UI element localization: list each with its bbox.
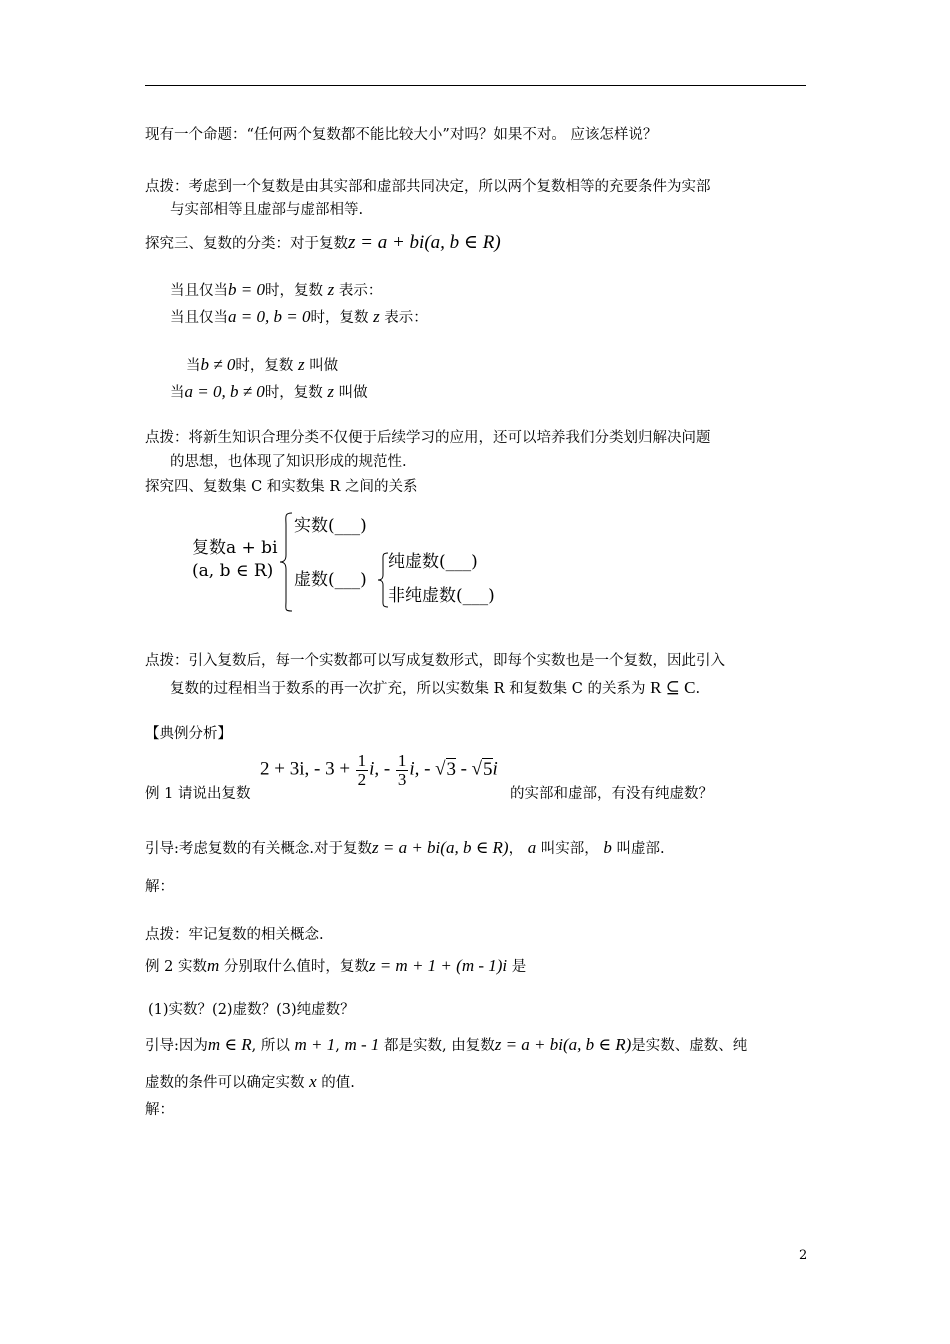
text: 时，复数 xyxy=(235,358,294,374)
tip-4: 点拨：牢记复数的相关概念. xyxy=(145,927,324,943)
math: 2 + 3i, - 3 + xyxy=(260,758,351,780)
math: i, - xyxy=(409,758,431,780)
text: ， xyxy=(508,841,524,857)
text: 当且仅当 xyxy=(170,310,228,326)
tree-non-pure-imaginary: 非纯虚数(___) xyxy=(388,586,495,606)
text: 时，复数 xyxy=(264,385,323,401)
text: 当 xyxy=(186,358,201,374)
math: m - 1 xyxy=(344,1035,380,1054)
math: m + 1 xyxy=(294,1035,336,1054)
math: z xyxy=(327,280,335,299)
math: z = m + 1 + (m - 1)i xyxy=(368,956,508,975)
section-3-prefix: 探究三、复数的分类：对于复数 xyxy=(145,236,348,252)
math: - xyxy=(460,758,467,780)
text: 分别取什么值时，复数 xyxy=(223,959,369,975)
math: a = 0, b ≠ 0 xyxy=(184,382,265,401)
text: 表示： xyxy=(384,310,428,326)
example-2 xyxy=(145,956,526,977)
text: 叫做 xyxy=(309,358,339,374)
text: 叫虚部. xyxy=(616,841,665,857)
section-3-title xyxy=(145,233,501,254)
text: 叫做 xyxy=(338,385,368,401)
classification-line-4 xyxy=(170,382,368,403)
text: , xyxy=(335,1038,340,1054)
text: 是实数、虚数、纯 xyxy=(631,1038,748,1054)
header-rule xyxy=(145,85,806,86)
text: 引导:考虑复数的有关概念.对于复数 xyxy=(145,841,372,857)
math: z xyxy=(373,307,380,326)
tip-line-2: 与实部相等且虚部与虚部相等. xyxy=(170,202,364,218)
denominator: 2 xyxy=(357,770,367,789)
math: a xyxy=(527,838,537,857)
math: z = a + bi(a, b ∈ R) xyxy=(372,838,509,857)
numerator: 1 xyxy=(357,751,367,770)
math: z = a + bi(a, b ∈ R) xyxy=(494,1035,632,1054)
text: 叫实部， xyxy=(540,841,599,857)
fraction-one-half xyxy=(356,752,369,789)
solution-2: 解： xyxy=(145,1102,174,1118)
text: 例 2 实数 xyxy=(145,959,207,975)
denominator: 3 xyxy=(397,770,407,789)
radicand: 3 xyxy=(446,758,457,780)
tree-root-line-1: 复数a + bi xyxy=(192,538,278,558)
section-3-formula: z = a + bi(a, b ∈ R) xyxy=(348,232,501,253)
tree-root-line-2: (a, b ∈ R) xyxy=(192,561,274,581)
example-1-suffix: 的实部和虚部，有没有纯虚数？ xyxy=(510,786,713,802)
tree-pure-imaginary: 纯虚数(___) xyxy=(388,552,478,572)
text: , 所以 xyxy=(251,1038,290,1054)
sqrt-5: √5 xyxy=(471,758,493,780)
tree-real: 实数(___) xyxy=(294,516,367,536)
tip2-line-2: 的思想，也体现了知识形成的规范性. xyxy=(170,454,407,470)
text: 时，复数 xyxy=(264,283,323,299)
text: 虚数的条件可以确定实数 xyxy=(145,1075,305,1091)
text: 当 xyxy=(170,385,185,401)
text: 是 xyxy=(511,959,527,975)
example-2-questions: (1)实数？(2)虚数？(3)纯虚数？ xyxy=(148,1002,355,1018)
tip3-line-1: 点拨：引入复数后，每一个实数都可以写成复数形式，即每个实数也是一个复数，因此引入 xyxy=(145,653,725,669)
math: x xyxy=(309,1072,317,1091)
sqrt-3: √3 xyxy=(435,758,457,780)
classification-line-3 xyxy=(186,355,338,376)
math: b ≠ 0 xyxy=(200,355,236,374)
classification-line-2 xyxy=(170,307,428,328)
math: m xyxy=(206,956,220,975)
text: 的值. xyxy=(321,1075,355,1091)
radicand: 5 xyxy=(483,758,493,780)
guide-2-line-2 xyxy=(145,1072,355,1093)
guide-1 xyxy=(145,838,665,859)
solution-1: 解： xyxy=(145,879,174,895)
classification-tree xyxy=(190,505,530,615)
math: i xyxy=(492,758,498,780)
text: 都是实数, 由复数 xyxy=(384,1038,495,1054)
math: i, - xyxy=(369,758,391,780)
text: 引导:因为 xyxy=(145,1038,208,1054)
classification-line-1 xyxy=(170,280,382,301)
math: b xyxy=(603,838,612,857)
page-number: 2 xyxy=(799,1248,808,1263)
math: z xyxy=(327,382,335,401)
section-4-title: 探究四、复数集 C 和实数集 R 之间的关系 xyxy=(145,479,418,495)
tip2-line-1: 点拨：将新生知识合理分类不仅便于后续学习的应用，还可以培养我们分类划归解决问题 xyxy=(145,430,711,446)
example-1-formula xyxy=(260,752,498,789)
paragraph-proposition: 现有一个命题：“任何两个复数都不能比较大小”对吗？如果不对。 应该怎样说？ xyxy=(145,127,658,143)
math: z xyxy=(297,355,305,374)
fraction-one-third xyxy=(396,752,409,789)
example-heading: 【典例分析】 xyxy=(145,726,232,742)
math: a = 0, b = 0 xyxy=(228,307,311,326)
text: 时，复数 xyxy=(310,310,369,326)
subset-relation: R ⊆ C xyxy=(650,678,696,697)
text: 复数的过程相当于数系的再一次扩充，所以实数集 R 和复数集 C 的关系为 xyxy=(170,681,646,697)
text: . xyxy=(695,681,701,697)
example-1-prefix: 例 1 请说出复数 xyxy=(145,786,251,802)
numerator: 1 xyxy=(397,751,407,770)
tip-line-1: 点拨：考虑到一个复数是由其实部和虚部共同决定，所以两个复数相等的充要条件为实部 xyxy=(145,179,711,195)
text: 当且仅当 xyxy=(170,283,228,299)
tip3-line-2 xyxy=(170,678,700,699)
math: m ∈ R xyxy=(207,1035,252,1054)
tree-imaginary: 虚数(___) xyxy=(294,570,367,590)
guide-2-line-1 xyxy=(145,1035,747,1056)
math: b = 0 xyxy=(228,280,265,299)
text: 表示： xyxy=(338,283,383,299)
